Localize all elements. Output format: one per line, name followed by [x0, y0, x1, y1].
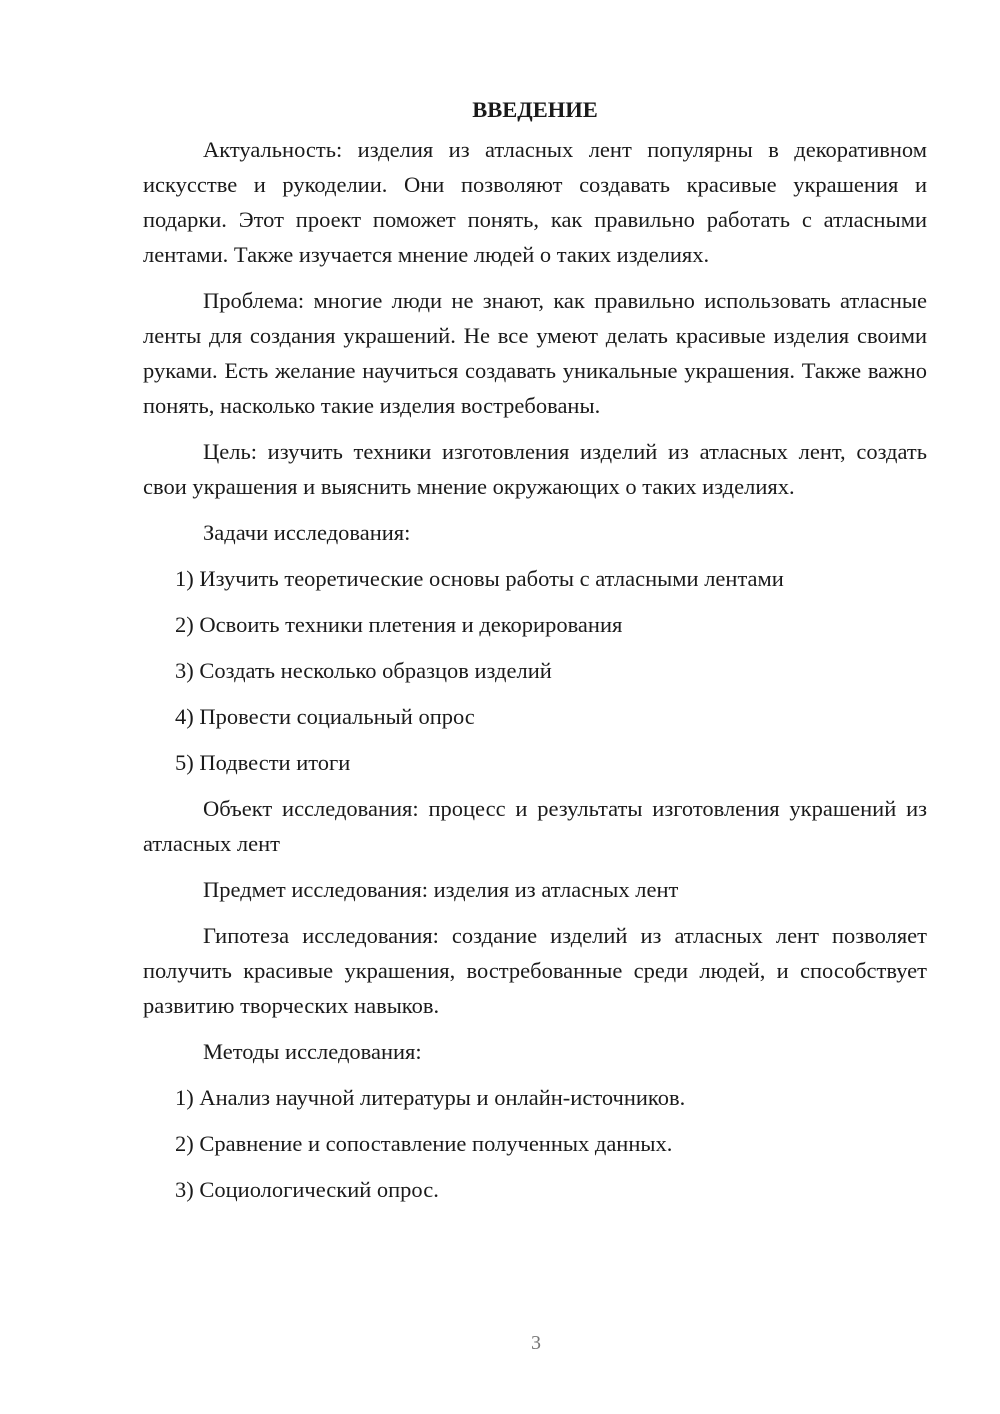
task-item: 2) Освоить техники плетения и декорирования	[175, 612, 623, 637]
relevance-paragraph: Актуальность: изделия из атласных лент популярны в декоративном искусстве и рукоделии. Они позволяют создавать красивые украшения и подарки. Этот проект поможет понять, как правильно работать с атласными лентами. Также изучается мнение людей о таких изделиях.	[143, 137, 927, 267]
methods-heading: Методы исследования:	[203, 1039, 422, 1064]
object-paragraph: Объект исследования: процесс и результаты изготовления украшений из атласных лент	[143, 796, 927, 856]
method-item: 2) Сравнение и сопоставление полученных данных.	[175, 1131, 673, 1156]
page-number: 3	[531, 1332, 541, 1354]
method-item: 3) Социологический опрос.	[175, 1177, 439, 1202]
page-content	[143, 92, 927, 1218]
problem-paragraph: Проблема: многие люди не знают, как правильно использовать атласные ленты для создания украшений. Не все умеют делать красивые изделия своими руками. Есть желание научиться создавать уникальные украшения. Также важно понять, насколько такие изделия востребованы.	[143, 288, 927, 418]
section-title: ВВЕДЕНИЕ	[472, 97, 598, 122]
task-item: 4) Провести социальный опрос	[175, 704, 475, 729]
task-item: 5) Подвести итоги	[175, 750, 351, 775]
method-item: 1) Анализ научной литературы и онлайн-источников.	[175, 1085, 686, 1110]
task-item: 3) Создать несколько образцов изделий	[175, 658, 552, 683]
goal-paragraph: Цель: изучить техники изготовления изделий из атласных лент, создать свои украшения и выяснить мнение окружающих о таких изделиях.	[143, 439, 927, 499]
subject-paragraph: Предмет исследования: изделия из атласных лент	[203, 877, 679, 902]
hypothesis-paragraph: Гипотеза исследования: создание изделий из атласных лент позволяет получить красивые украшения, востребованные среди людей, и способствует развитию творческих навыков.	[143, 923, 927, 1018]
task-item: 1) Изучить теоретические основы работы с атласными лентами	[175, 566, 784, 591]
tasks-heading: Задачи исследования:	[203, 520, 411, 545]
